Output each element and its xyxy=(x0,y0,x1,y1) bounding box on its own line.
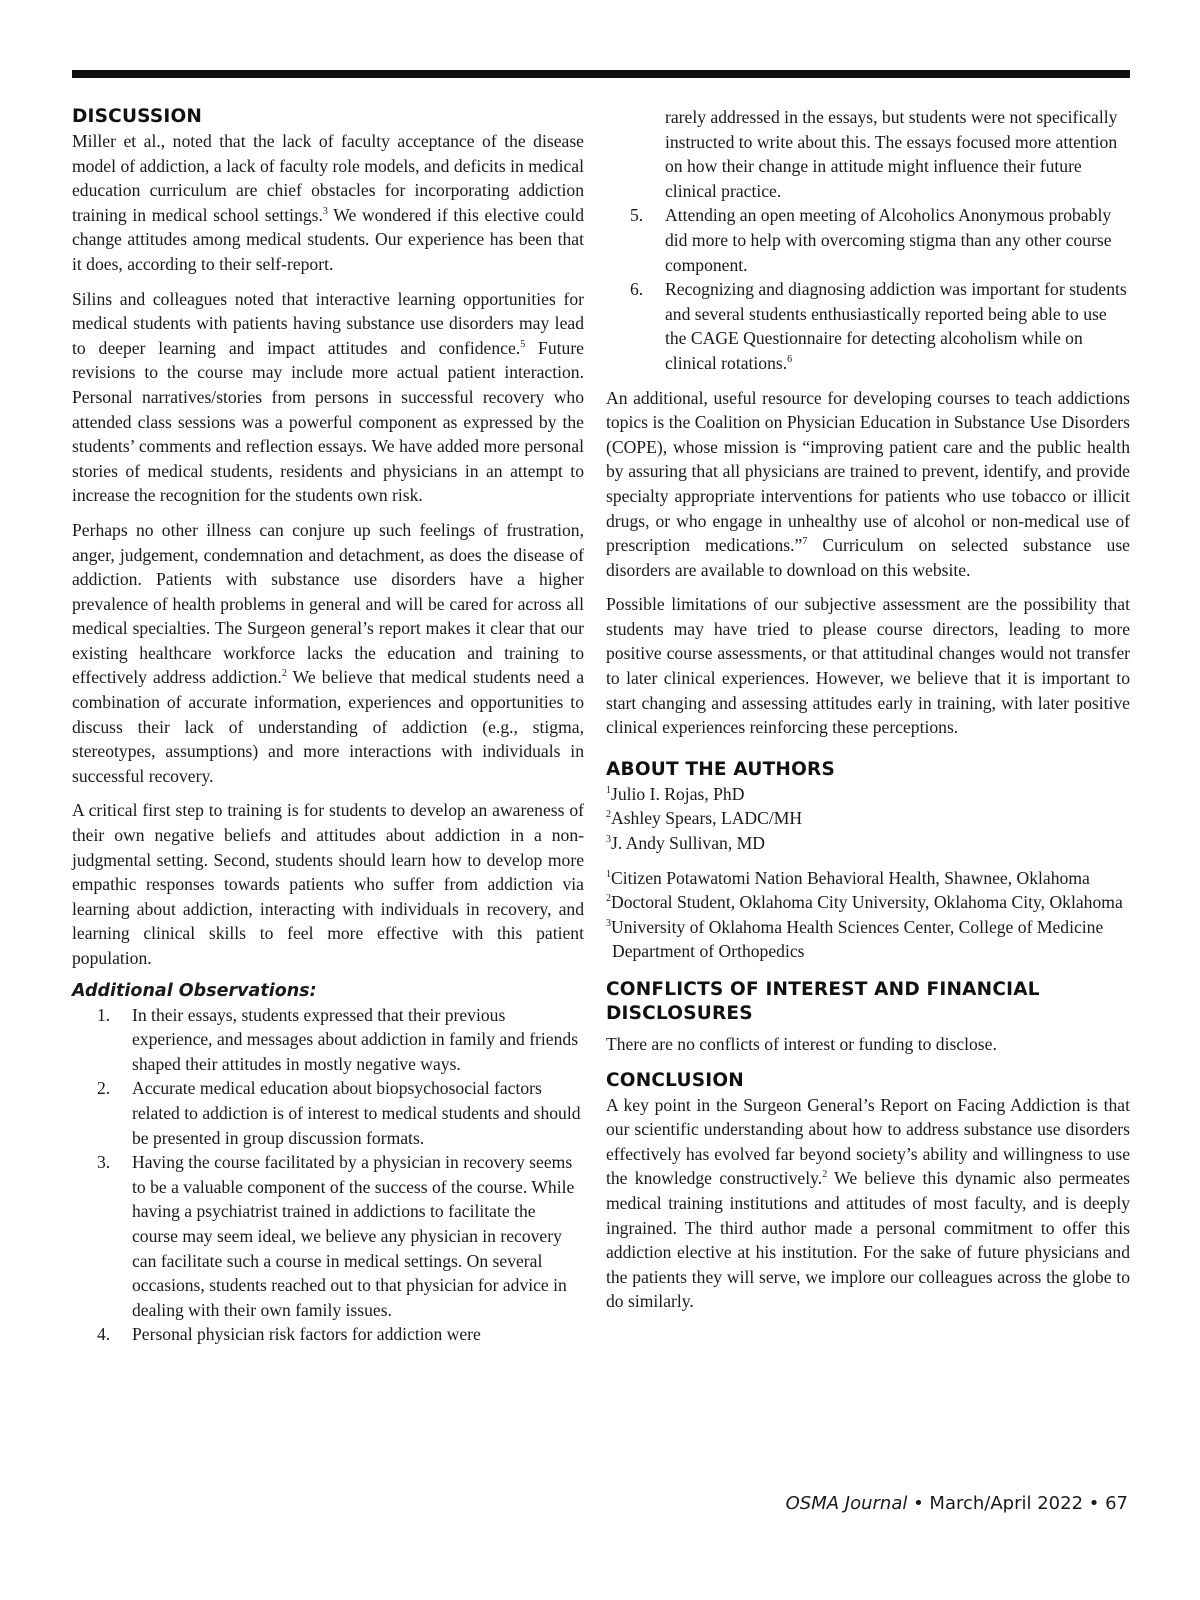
affiliation-2: $^2$Doctoral Student, Oklahoma City University, Oklahoma City, Oklahoma xyxy=(606,892,1123,913)
citation-7: 7 xyxy=(802,536,808,548)
limitations-paragraph: Possible limitations of our subjective assessment are the possibility that students may have tried to please course directors, leading to more positive course assessments, or that attitudinal changes would not transfer to later clinical experiences. However, we believe that it is important to start changing and assessing attitudes early in training, with later positive clinical experiences reinforcing these perceptions. xyxy=(606,594,1130,738)
page-footer xyxy=(786,1493,1128,1514)
discussion-paragraph-2: Silins and colleagues noted that interactive learning opportunities for medical students with patients having substance use disorders may lead to deeper learning and impact attitudes and confidence.$^5$ Future revisions to the course may include more actual patient interaction. Personal narratives/stories from persons in successful recovery who attended class sessions was a powerful component as expressed by the students’ comments and reflection essays. We have added more personal stories of medical students, residents and physicians in an attempt to increase the recognition for the students own risk. xyxy=(72,288,584,506)
conclusion-section xyxy=(606,1067,1130,1314)
author-list xyxy=(606,782,1130,856)
issue-page: • March/April 2022 • 67 xyxy=(907,1493,1128,1514)
author-1: $^1$Julio I. Rojas, PhD xyxy=(606,783,745,804)
author-3: $^3$J. Andy Sullivan, MD xyxy=(606,833,765,854)
citation-5: 5 xyxy=(520,338,526,350)
discussion-paragraph-4: A critical first step to training is for students to develop an awareness of their own negative beliefs and attitudes about addiction in a non-judgmental setting. Second, students should learn how to develop more empathic responses towards patients who suffer from addiction via learning about addiction, interacting with individuals in recovery, and learning clinical skills to feel more effective with this patient population. xyxy=(72,800,584,968)
discussion-paragraph-1: Miller et al., noted that the lack of faculty acceptance of the disease model of addiction, a lack of faculty role models, and deficits in medical education curriculum are chief obstacles for incorporating addiction training in medical school settings.$^3$ We wondered if this elective could change attitudes among medical students. Our experience has been that it does, according to their self-report. xyxy=(72,131,584,274)
conclusion-text: A key point in the Surgeon General’s Report on Facing Addiction is that our scientific understanding about how to address substance use disorders effectively has evolved far beyond society’s ability and willingness to use the knowledge constructively.$^2$ We believe this dynamic also permeates medical training institutions and attitudes of most faculty, and is deeply ingrained. The third author made a personal commitment to offer this addiction elective at his institution. For the sake of future physicians and the patients they will serve, we implore our colleagues across the globe to do similarly. xyxy=(606,1094,1131,1312)
observation-item-1: 1. In their essays, students expressed that their previous experience, and messages about addiction in family and friends shaped their attitudes in mostly negative ways. xyxy=(97,1004,579,1074)
observation-item-4: 4. Personal physician risk factors for addiction were xyxy=(97,1324,481,1345)
authors-section xyxy=(606,750,1130,964)
observation-item-2: 2. Accurate medical education about biopsychosocial factors related to addiction is of interest to medical students and should be presented in group discussion formats. xyxy=(97,1078,581,1148)
conflicts-text: There are no conflicts of interest or funding to disclose. xyxy=(606,1034,997,1054)
journal-name: OSMA Journal xyxy=(785,1493,908,1514)
resource-paragraph: An additional, useful resource for developing courses to teach addictions topics is the Coalition on Physician Education in Substance Use Disorders (COPE), whose mission is “improving patient care and the public health by assuring that all physicians are trained to prevent, identify, and provide specialty appropriate interventions for patients who use tobacco or illicit drugs, or who engage in unhealthy use of alcohol or non-medical use of prescription medications.”$^7$ Curriculum on selected substance use disorders are available to download on this website. xyxy=(606,387,1130,580)
observation-item-5: 5. Attending an open meeting of Alcoholics Anonymous probably did more to help with overcoming stigma than any other course component. xyxy=(630,205,1112,275)
observation-item-6: 6. Recognizing and diagnosing addiction was important for students and several students enthusiastically reported being able to use the CAGE Questionnaire for detecting alcoholism while on clinical rotations.$^6$ xyxy=(630,279,1127,373)
observations-list xyxy=(72,1003,584,1347)
right-column xyxy=(606,105,1131,1314)
affiliation-3: $^3$University of Oklahoma Health Sciences Center, College of Medicine Department of Orthopedics xyxy=(606,916,1104,962)
affiliation-list xyxy=(606,866,1130,964)
observations-heading: Additional Observations: xyxy=(72,980,317,1001)
citation-2b: 2 xyxy=(822,1169,828,1181)
citation-2: 2 xyxy=(281,668,287,680)
authors-heading: ABOUT THE AUTHORS xyxy=(606,758,835,780)
top-rule xyxy=(72,70,1130,78)
conflicts-heading: CONFLICTS OF INTEREST AND FINANCIAL DISCLOSURES xyxy=(606,979,1040,1024)
conflicts-section xyxy=(606,964,1130,1057)
affiliation-1: $^1$Citizen Potawatomi Nation Behavioral Health, Shawnee, Oklahoma xyxy=(606,867,1090,888)
observation-item-3: 3. Having the course facilitated by a physician in recovery seems to be a valuable component of the success of the course. While having a psychiatrist trained in addictions to facilitate the course may seem ideal, we believe any physician in recovery can facilitate such a course in medical settings. On several occasions, students reached out to that physician for advice in dealing with their own family issues. xyxy=(97,1152,575,1320)
discussion-paragraph-3: Perhaps no other illness can conjure up such feelings of frustration, anger, judgement, condemnation and detachment, as does the disease of addiction. Patients with substance use disorders have a higher prevalence of health problems in general and will be cared for across all medical specialties. The Surgeon general’s report makes it clear that our existing healthcare workforce lacks the education and training to effectively address addiction.$^2$ We believe that medical students need a combination of accurate information, experiences and opportunities to discuss their lack of understanding of addiction (e.g., stigma, stereotypes, assumptions) and more interactions with individuals in successful recovery. xyxy=(72,519,585,786)
citation-3: 3 xyxy=(322,205,328,217)
observation-item-4-continued: rarely addressed in the essays, but students were not specifically instructed to write about this. The essays focused more attention on how their change in attitude might influence their future clinical practice. xyxy=(665,107,1118,201)
discussion-heading: DISCUSSION xyxy=(72,106,203,127)
conclusion-heading: CONCLUSION xyxy=(606,1069,744,1091)
author-2: $^2$Ashley Spears, LADC/MH xyxy=(606,808,803,829)
left-column xyxy=(72,105,584,1347)
observations-list-continued xyxy=(605,203,1130,375)
citation-6: 6 xyxy=(787,354,793,366)
